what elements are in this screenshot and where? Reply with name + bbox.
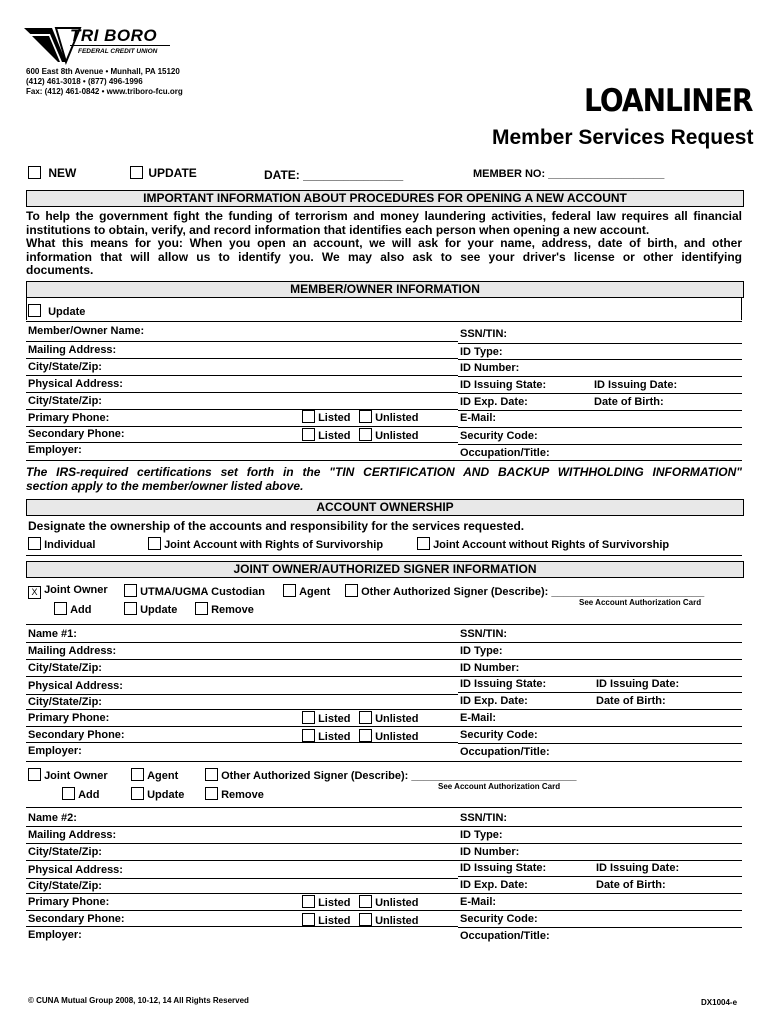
important-line-5: documents. (26, 263, 94, 277)
member-occupation-label: Occupation/Title: (460, 447, 550, 459)
j2-employer-label: Employer: (28, 929, 82, 941)
j2-security-label: Security Code: (460, 913, 538, 925)
member-primary-listed-checkbox[interactable] (302, 410, 315, 423)
j1-utma-label: UTMA/UGMA Custodian (140, 586, 265, 598)
j1-occupation-label: Occupation/Title: (460, 746, 550, 758)
j1-primary-label: Primary Phone: (28, 712, 110, 724)
important-line-3: What this means for you: When you open an account, we will ask for your name, address, date of birth, and other (26, 236, 742, 250)
member-csz2-label: City/State/Zip: (28, 395, 102, 407)
j1-utma-checkbox[interactable] (124, 584, 137, 597)
j2-name-label: Name #2: (28, 812, 77, 824)
important-line-2: institutions to obtain, verify, and record information that identifies each person when opening a new account. (26, 222, 650, 237)
j1-secondary-listed[interactable] (302, 729, 350, 743)
member-update-option[interactable] (28, 304, 85, 318)
j2-primary-unlisted-label: Unlisted (375, 897, 419, 909)
member-primary-unlisted[interactable] (359, 410, 418, 424)
j1-utma-option[interactable] (124, 584, 265, 598)
j2-remove-label: Remove (221, 789, 264, 801)
j2-remove-checkbox[interactable] (205, 787, 218, 800)
j1-iddate-label: ID Issuing Date: (596, 678, 680, 690)
irs-note-line-2: section apply to the member/owner listed above. (26, 478, 304, 493)
j1-primary-listed-checkbox[interactable] (302, 711, 315, 724)
j2-secondary-unlisted[interactable] (359, 913, 418, 927)
member-primary-label: Primary Phone: (28, 412, 110, 424)
member-primary-unlisted-checkbox[interactable] (359, 410, 372, 423)
member-idnumber-label: ID Number: (460, 362, 520, 374)
j1-primary-unlisted-checkbox[interactable] (359, 711, 372, 724)
j2-update-option[interactable] (131, 787, 184, 801)
j2-idstate-label: ID Issuing State: (460, 862, 547, 874)
loanliner-brand: LOANLINER (584, 82, 753, 119)
j2-secondary-listed-label: Listed (318, 915, 351, 927)
j2-idexp-label: ID Exp. Date: (460, 879, 528, 891)
member-mailing-label: Mailing Address: (28, 344, 117, 356)
member-owner-heading: MEMBER/OWNER INFORMATION (26, 281, 744, 298)
j2-ssn-label: SSN/TIN: (460, 812, 508, 824)
date-field[interactable]: DATE: _______________ (264, 168, 404, 182)
member-dob-label: Date of Birth: (594, 396, 664, 408)
address-line-3: Fax: (412) 461-0842 • www.triboro-fcu.org (26, 87, 183, 96)
j1-idexp-label: ID Exp. Date: (460, 695, 528, 707)
member-employer-label: Employer: (28, 444, 82, 456)
j1-employer-label: Employer: (28, 745, 82, 757)
j2-other-option[interactable] (205, 768, 577, 782)
page-title: Member Services Request (492, 126, 754, 149)
j1-ssn-label: SSN/TIN: (460, 628, 508, 640)
j1-secondary-unlisted[interactable] (359, 729, 418, 743)
j1-joint-owner-option[interactable] (28, 584, 108, 599)
j2-primary-listed[interactable] (302, 895, 350, 909)
j1-secondary-unlisted-label: Unlisted (375, 731, 419, 743)
j1-other-option[interactable] (345, 584, 704, 598)
j1-update-checkbox[interactable] (124, 602, 137, 615)
logo-name: TRI BORO (70, 26, 158, 45)
j2-csz1-label: City/State/Zip: (28, 846, 102, 858)
j1-add-option[interactable] (54, 602, 91, 616)
j1-name-label: Name #1: (28, 628, 77, 640)
j2-joint-owner-option[interactable] (28, 768, 108, 782)
member-update-label: Update (48, 306, 86, 318)
j1-joint-owner-label: Joint Owner (44, 584, 108, 596)
j1-csz2-label: City/State/Zip: (28, 696, 102, 708)
j2-see-card: See Account Authorization Card (438, 782, 561, 791)
j2-csz2-label: City/State/Zip: (28, 880, 102, 892)
credit-union-logo (22, 22, 172, 66)
j1-remove-checkbox[interactable] (195, 602, 208, 615)
j2-idnumber-label: ID Number: (460, 846, 520, 858)
j2-occupation-label: Occupation/Title: (460, 930, 550, 942)
update-option[interactable] (130, 166, 197, 180)
member-update-checkbox[interactable] (28, 304, 41, 317)
member-csz1-label: City/State/Zip: (28, 361, 102, 373)
j2-email-label: E-Mail: (460, 896, 497, 908)
j2-update-label: Update (147, 789, 185, 801)
member-primary-listed-label: Listed (318, 412, 351, 424)
new-checkbox[interactable] (28, 166, 41, 179)
j2-other-label: Other Authorized Signer (Describe): ___________________________ (221, 770, 577, 782)
member-idstate-label: ID Issuing State: (460, 379, 547, 391)
j1-secondary-listed-label: Listed (318, 731, 351, 743)
member-idexp-label: ID Exp. Date: (460, 396, 528, 408)
update-checkbox[interactable] (130, 166, 143, 179)
j1-idtype-label: ID Type: (460, 645, 503, 657)
j1-other-label: Other Authorized Signer (Describe): _________________________ (361, 586, 705, 598)
footer-copyright: © CUNA Mutual Group 2008, 10-12, 14 All Rights Reserved (28, 996, 249, 1005)
member-idtype-label: ID Type: (460, 346, 503, 358)
j1-update-label: Update (140, 604, 178, 616)
irs-note-line-1: The IRS-required certifications set forth in the "TIN CERTIFICATION AND BACKUP WITHHOLDING INFORMATION" (26, 465, 742, 479)
joint-heading: JOINT OWNER/AUTHORIZED SIGNER INFORMATION (26, 561, 744, 578)
j1-update-option[interactable] (124, 602, 177, 616)
new-label: NEW (48, 166, 77, 180)
individual-option[interactable] (28, 537, 95, 551)
member-secondary-listed-label: Listed (318, 430, 351, 442)
member-ssn-label: SSN/TIN: (460, 328, 508, 340)
address-line-2: (412) 461-3018 • (877) 496-1996 (26, 77, 143, 86)
j1-email-label: E-Mail: (460, 712, 497, 724)
j1-agent-label: Agent (299, 586, 331, 598)
member-physical-label: Physical Address: (28, 378, 123, 390)
important-text (26, 210, 742, 278)
j1-security-label: Security Code: (460, 729, 538, 741)
j1-other-checkbox[interactable] (345, 584, 358, 597)
ownership-designate: Designate the ownership of the accounts and responsibility for the services requested. (28, 519, 525, 533)
member-primary-unlisted-label: Unlisted (375, 412, 419, 424)
j2-mailing-label: Mailing Address: (28, 829, 117, 841)
j2-primary-listed-label: Listed (318, 897, 351, 909)
member-secondary-unlisted-checkbox[interactable] (359, 428, 372, 441)
member-secondary-unlisted-label: Unlisted (375, 430, 419, 442)
j2-remove-option[interactable] (205, 787, 264, 801)
member-secondary-unlisted[interactable] (359, 428, 418, 442)
j1-add-label: Add (70, 604, 92, 616)
j2-secondary-unlisted-label: Unlisted (375, 915, 419, 927)
j1-primary-listed[interactable] (302, 711, 350, 725)
individual-label: Individual (44, 539, 96, 551)
ownership-heading: ACCOUNT OWNERSHIP (26, 499, 744, 516)
j1-physical-label: Physical Address: (28, 680, 123, 692)
j1-secondary-label: Secondary Phone: (28, 729, 125, 741)
j1-see-card: See Account Authorization Card (579, 598, 702, 607)
j1-primary-listed-label: Listed (318, 713, 351, 725)
member-email-label: E-Mail: (460, 412, 497, 424)
member-no-field[interactable]: MEMBER NO: ___________________ (473, 168, 665, 180)
important-heading: IMPORTANT INFORMATION ABOUT PROCEDURES FOR OPENING A NEW ACCOUNT (26, 190, 744, 207)
j1-add-checkbox[interactable] (54, 602, 67, 615)
j1-idnumber-label: ID Number: (460, 662, 520, 674)
member-secondary-listed[interactable] (302, 428, 350, 442)
j2-secondary-listed[interactable] (302, 913, 350, 927)
j1-primary-unlisted[interactable] (359, 711, 418, 725)
joint-with-option[interactable] (148, 537, 383, 551)
j2-secondary-listed-checkbox[interactable] (302, 913, 315, 926)
j2-add-label: Add (78, 789, 100, 801)
address-line-1: 600 East 8th Avenue • Munhall, PA 15120 (26, 67, 180, 76)
j1-dob-label: Date of Birth: (596, 695, 666, 707)
j2-primary-listed-checkbox[interactable] (302, 895, 315, 908)
j1-agent-option[interactable] (283, 584, 330, 598)
member-security-label: Security Code: (460, 430, 538, 442)
j1-idstate-label: ID Issuing State: (460, 678, 547, 690)
j2-dob-label: Date of Birth: (596, 879, 666, 891)
j2-joint-owner-checkbox[interactable] (28, 768, 41, 781)
important-line-1: To help the government fight the funding of terrorism and money laundering activities, federal law requires all financial (26, 209, 742, 223)
j2-physical-label: Physical Address: (28, 864, 123, 876)
j1-csz1-label: City/State/Zip: (28, 662, 102, 674)
new-option[interactable] (28, 166, 76, 180)
j1-mailing-label: Mailing Address: (28, 645, 117, 657)
j2-other-checkbox[interactable] (205, 768, 218, 781)
member-iddate-label: ID Issuing Date: (594, 379, 678, 391)
j2-primary-unlisted[interactable] (359, 895, 418, 909)
j1-primary-unlisted-label: Unlisted (375, 713, 419, 725)
member-primary-listed[interactable] (302, 410, 350, 424)
j1-secondary-unlisted-checkbox[interactable] (359, 729, 372, 742)
j1-remove-label: Remove (211, 604, 254, 616)
j2-primary-unlisted-checkbox[interactable] (359, 895, 372, 908)
j2-add-checkbox[interactable] (62, 787, 75, 800)
joint-with-checkbox[interactable] (148, 537, 161, 550)
j1-secondary-listed-checkbox[interactable] (302, 729, 315, 742)
joint-without-checkbox[interactable] (417, 537, 430, 550)
irs-note (26, 466, 742, 493)
j1-remove-option[interactable] (195, 602, 254, 616)
j2-primary-label: Primary Phone: (28, 896, 110, 908)
j2-agent-label: Agent (147, 770, 179, 782)
joint-with-label: Joint Account with Rights of Survivorship (164, 539, 384, 551)
footer-form-number: DX1004-e (701, 998, 738, 1007)
j1-joint-owner-checkbox[interactable]: X (28, 586, 41, 599)
j2-secondary-unlisted-checkbox[interactable] (359, 913, 372, 926)
j2-agent-checkbox[interactable] (131, 768, 144, 781)
member-secondary-listed-checkbox[interactable] (302, 428, 315, 441)
joint-without-label: Joint Account without Rights of Survivorship (433, 539, 670, 551)
j2-joint-owner-label: Joint Owner (44, 770, 108, 782)
j2-agent-option[interactable] (131, 768, 178, 782)
member-secondary-label: Secondary Phone: (28, 428, 125, 440)
j2-update-checkbox[interactable] (131, 787, 144, 800)
logo-subtitle: FEDERAL CREDIT UNION (78, 48, 158, 55)
update-label: UPDATE (148, 166, 197, 180)
joint-without-option[interactable] (417, 537, 669, 551)
individual-checkbox[interactable] (28, 537, 41, 550)
j2-iddate-label: ID Issuing Date: (596, 862, 680, 874)
j2-add-option[interactable] (62, 787, 99, 801)
j2-idtype-label: ID Type: (460, 829, 503, 841)
j1-agent-checkbox[interactable] (283, 584, 296, 597)
important-line-4: information that will allow us to identify you. We may also ask to see your driver's license or other identifying (26, 249, 742, 264)
member-name-label: Member/Owner Name: (28, 325, 145, 337)
j2-secondary-label: Secondary Phone: (28, 913, 125, 925)
